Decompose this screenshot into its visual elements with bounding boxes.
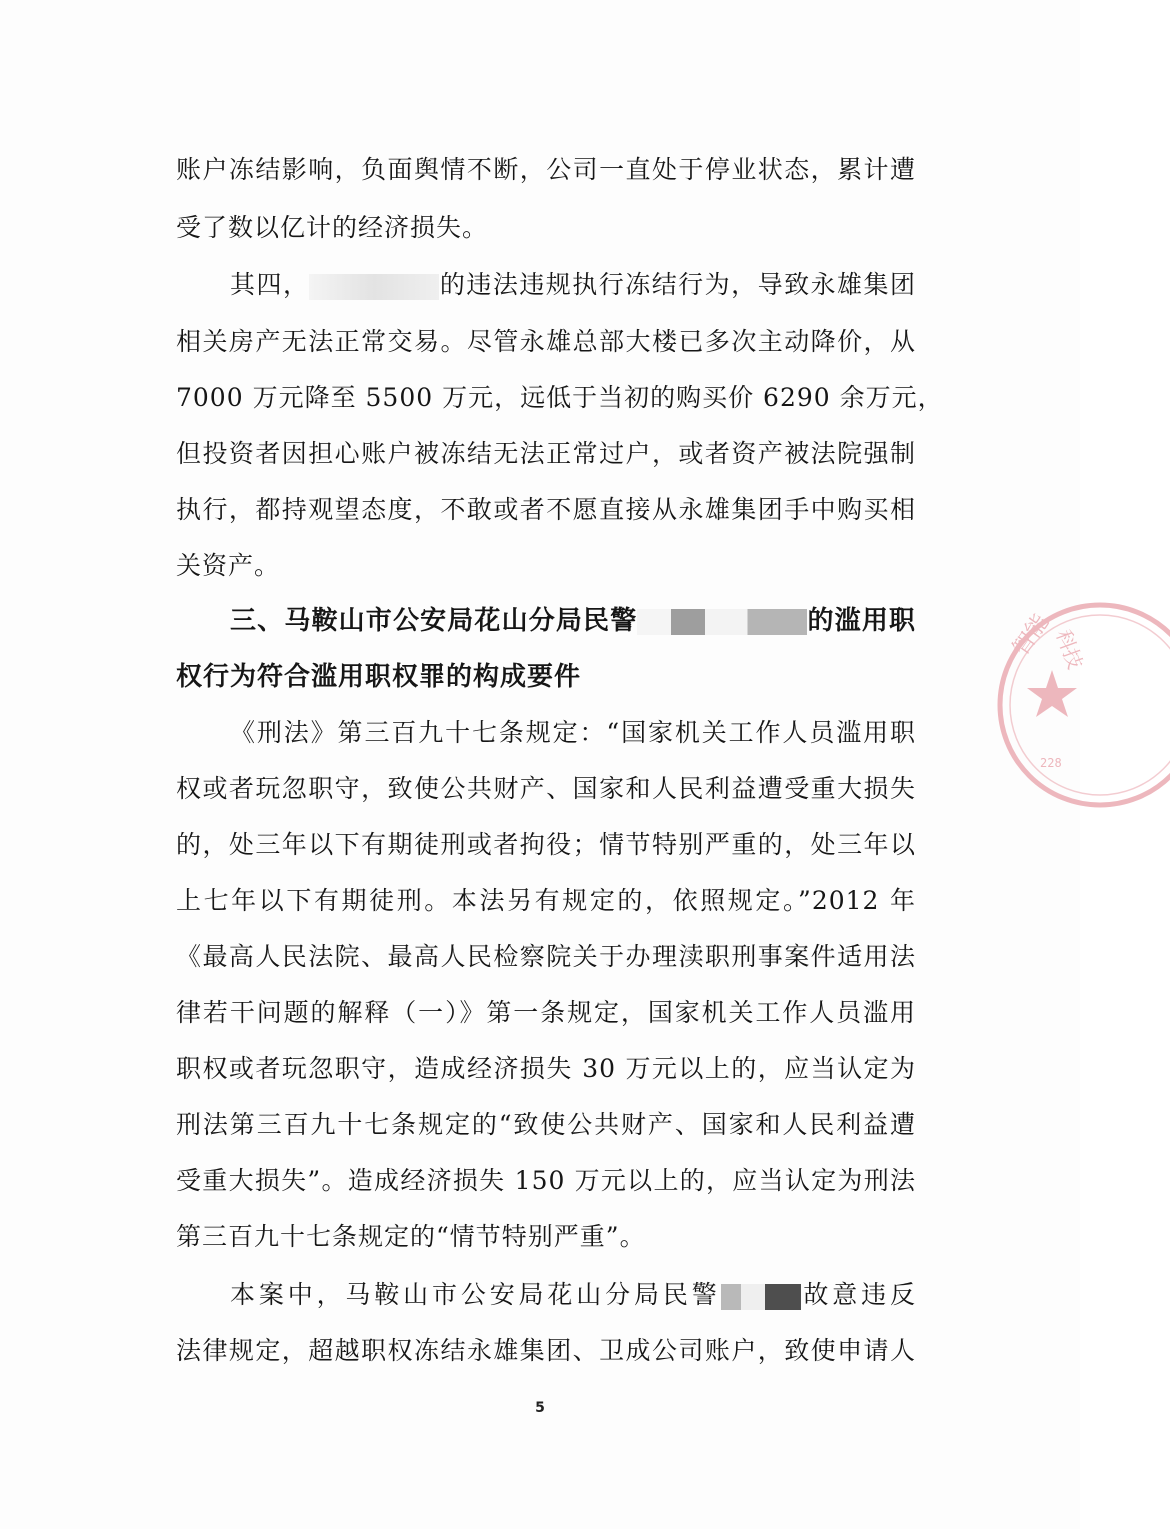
redaction-blur: [637, 609, 807, 635]
redaction-blur: [309, 274, 439, 300]
line-text: 故意违反: [800, 1280, 916, 1309]
text-line: 权或者玩忽职守，致使公共财产、国家和人民利益遭受重大损失: [176, 774, 916, 803]
text-line: 律若干问题的解释（一）》第一条规定，国家机关工作人员滥用: [176, 998, 916, 1027]
svg-text:228: 228: [1040, 756, 1062, 770]
section-heading: [230, 606, 916, 636]
text-line: 上七年以下有期徒刑。本法另有规定的，依照规定。”2012 年: [176, 886, 916, 915]
text-line: 但投资者因担心账户被冻结无法正常过户，或者资产被法院强制: [176, 439, 916, 468]
heading-text: 的滥用职: [807, 606, 916, 636]
heading-text: 三、马鞍山市公安局花山分局民警: [230, 606, 638, 636]
svg-text:科技: 科技: [1051, 626, 1088, 673]
text-line: 职权或者玩忽职守，造成经济损失 30 万元以上的，应当认定为: [176, 1054, 916, 1083]
text-line: 受重大损失”。造成经济损失 150 万元以上的，应当认定为刑法: [176, 1166, 916, 1195]
line-text: 本案中，马鞍山市公安局花山分局民警: [230, 1280, 721, 1309]
text-line: 7000 万元降至 5500 万元，远低于当初的购买价 6290 余万元，: [176, 383, 944, 412]
text-line: 受了数以亿计的经济损失。: [176, 213, 489, 242]
text-line: 刑法第三百九十七条规定的“致使公共财产、国家和人民利益遭: [176, 1110, 916, 1139]
text-line: [230, 270, 916, 300]
company-seal-stamp: [990, 595, 1170, 815]
page-number: 5: [535, 1400, 545, 1416]
text-line: 《刑法》第三百九十七条规定：“国家机关工作人员滥用职: [230, 718, 916, 747]
line-text: 的违法违规执行冻结行为，导致永雄集团: [439, 270, 916, 299]
redaction-blur: [721, 1284, 801, 1310]
section-heading: 权行为符合滥用职权罪的构成要件: [176, 662, 582, 692]
text-line: [230, 1280, 916, 1310]
text-line: 相关房产无法正常交易。尽管永雄总部大楼已多次主动降价，从: [176, 327, 916, 356]
text-line: 账户冻结影响，负面舆情不断，公司一直处于停业状态，累计遭: [176, 155, 916, 184]
text-line: 的，处三年以下有期徒刑或者拘役；情节特别严重的，处三年以: [176, 830, 916, 859]
line-text: 其四，: [230, 270, 310, 299]
text-line: 第三百九十七条规定的“情节特别严重”。: [176, 1222, 646, 1251]
text-line: 《最高人民法院、最高人民检察院关于办理渎职刑事案件适用法: [176, 942, 916, 971]
text-line: 关资产。: [176, 551, 281, 580]
svg-text:智能: 智能: [1008, 610, 1055, 661]
text-line: 执行，都持观望态度，不敢或者不愿直接从永雄集团手中购买相: [176, 495, 916, 524]
text-line: 法律规定，超越职权冻结永雄集团、卫成公司账户，致使申请人: [176, 1336, 916, 1365]
